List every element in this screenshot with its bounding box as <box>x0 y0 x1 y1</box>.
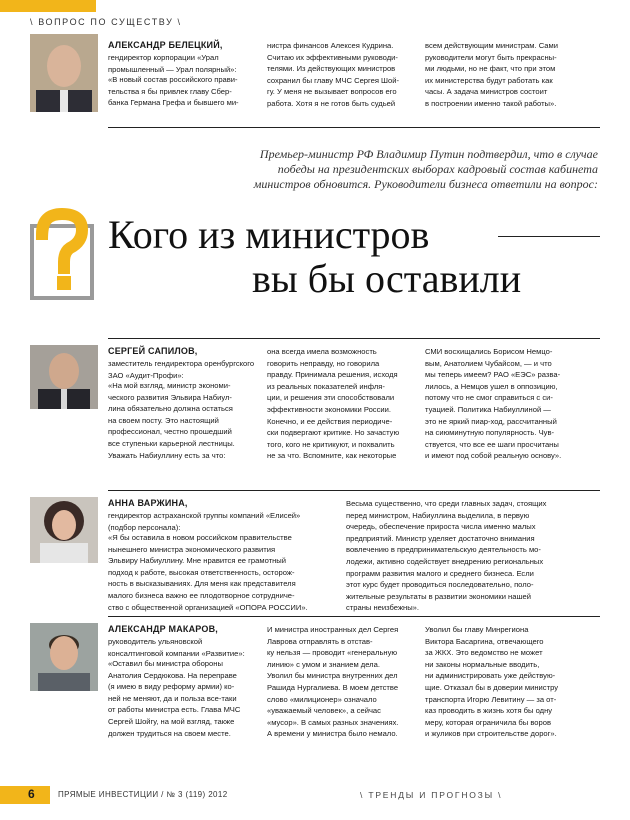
person-role-sapilov: заместитель гендиректора оренбургского ЗАО «Аудит-Профи»: <box>108 359 255 380</box>
portrait-makarov <box>30 623 98 691</box>
person-role-makarov: руководитель ульяновской консалтинговой компании «Развитие»: <box>108 637 245 658</box>
intro-paragraph: Премьер-министр РФ Владимир Путин подтвердил, что в случае победы на президентских выборах кадровый состав кабинета министров обновится. Руководители бизнеса ответили на вопрос: <box>253 147 598 191</box>
person-role-beletsky: гендиректор корпорации «Урал промышленный — Урал полярный»: <box>108 53 237 74</box>
person-name-beletsky: АЛЕКСАНДР БЕЛЕЦКИЙ, <box>108 40 223 50</box>
quote-beletsky-col1: «В новый состав российского прави- тельства я бы привлек главу Сбер- банка Германа Грефа и бывшего ми- <box>108 75 239 108</box>
page-number: 6 <box>28 787 35 801</box>
portrait-beletsky <box>30 34 98 112</box>
headline-line2: вы бы оставили <box>252 256 522 301</box>
person-role-varzhina: гендиректор астраханской группы компаний «Елисей» (подбор персонала): <box>108 511 301 532</box>
quote-makarov-col2: И министра иностранных дел Сергея Лаврова отправлять в отстав- ку нельзя — проводит «генеральную линию» с умом и знанием дела. Уволил бы министра внутренних дел Рашида Нургалиева. В моем детстве слово «милиционер» означало «уважаемый человек», а сейчас «мусор». В самых разных значениях. А времени у министра было немало. <box>267 625 399 739</box>
person-name-sapilov: СЕРГЕЙ САПИЛОВ, <box>108 346 198 356</box>
section-label: \ ВОПРОС ПО СУЩЕСТВУ \ <box>30 17 182 27</box>
quote-varzhina-col2: Весьма существенно, что среди главных задач, стоящих перед министром, Набиуллина выделила, в первую очередь, обеспечение прироста числа именно малых предприятий. Министр уделяет достаточно внимания вовлечению в предпринимательскую деятельность мо- лодежи, активно содействует внедрению региональных программ развития малого и среднего бизнеса. Если этот курс будет проводиться последовательно, поло- жительные результаты в развитии экономики нашей страны неизбежны». <box>346 499 547 613</box>
divider-sapilov <box>108 338 600 339</box>
quote-sapilov-col1: «На мой взгляд, министр экономи- ческого развития Эльвира Набиул- лина обязательно должна остаться на своем посту. Это настоящий профессионал, честно прошедший все ступеньки карьерной лестницы. Уважать Набиуллину есть за что: <box>108 381 235 460</box>
quote-sapilov-col3: СМИ восхищались Борисом Немцо- вым, Анатолием Чубайсом, — и что мы теперь имеем? РАО «ЕЭС» развa- лилось, а Немцов ушел в оппозицию, потому что не смог справиться с си- туацией. Политика Набиуллиной — это не яркий пиар-ход, рассчитанный на сиюминутную популярность. Чув- ствуется, что все ее шаги просчитаны и имеют под собой реальную основу». <box>425 347 562 461</box>
divider-makarov <box>108 616 600 617</box>
divider-varzhina <box>108 490 600 491</box>
headline-rule <box>498 236 600 237</box>
question-mark-icon <box>30 206 96 300</box>
page-number-block <box>0 786 50 804</box>
person-name-makarov: АЛЕКСАНДР МАКАРОВ, <box>108 624 218 634</box>
header-accent-bar <box>0 0 96 12</box>
quote-beletsky-col3: всем действующим министрам. Сами руководители могут быть прекрасны- ми людьми, но не факт, что при этом их министерства будут работать как часы. А задача министров состоит в построении именно такой работы». <box>425 41 558 108</box>
headline-line1: Кого из министров <box>108 212 430 257</box>
person-name-varzhina: АННА ВАРЖИНА, <box>108 498 188 508</box>
quote-makarov-col3: Уволил бы главу Минрегиона Виктора Басаргина, отвечающего за ЖКХ. Это ведомство не может ни законы нормальные вводить, ни администрировать уже действую- щие. Отказал бы в доверии министру транспорта Игорю Левитину — за от- каз проводить в жизнь хотя бы одну меру, которая ограничила бы воров и жуликов при строительстве дорог». <box>425 625 559 739</box>
portrait-varzhina <box>30 497 98 563</box>
publication-info: ПРЯМЫЕ ИНВЕСТИЦИИ / № 3 (119) 2012 <box>58 790 228 799</box>
quote-beletsky-col2: нистра финансов Алексея Кудрина. Считаю их эффективными руководи- телями. Из действующих министров сохранил бы главу МЧС Сергея Шой- гу. У меня не вызывает вопросов его работа. Хотя я не готов быть судьей <box>267 41 400 108</box>
divider-top <box>108 127 600 128</box>
quote-sapilov-col2: она всегда имела возможность говорить неправду, но говорила правду. Принимала решения, исходя из реальных показателей инфля- ции, и решения эти способствовали эффективности экономики России. Конечно, и ее действия периодиче- ски подвергают критике. Но зачастую того, кого не критикуют, и похвалить не за что. Вспомните, как некоторые <box>267 347 400 461</box>
quote-varzhina-col1: «Я бы оставила в новом российском правительстве нынешнего министра экономического развития Эльвиру Набиуллину. Мне нравится ее грамотный подход к работе, высокая ответственность, осторож- ность в высказываниях. Для меня как представителя малого бизнеса важно ее плодотворное сотрудниче- ство с общественной организацией «ОПОРА РОССИИ». <box>108 533 308 612</box>
quote-makarov-col1: «Оставил бы министра обороны Анатолия Сердюкова. На переправе (я имею в виду реформу армии) ко- ней не меняют, да и польза все-таки от работы министра есть. Глава МЧС Сергей Шойгу, на мой взгляд, также должен трудиться на своем месте. <box>108 659 241 738</box>
portrait-sapilov <box>30 345 98 409</box>
footer-section-label: \ ТРЕНДЫ И ПРОГНОЗЫ \ <box>360 790 503 800</box>
